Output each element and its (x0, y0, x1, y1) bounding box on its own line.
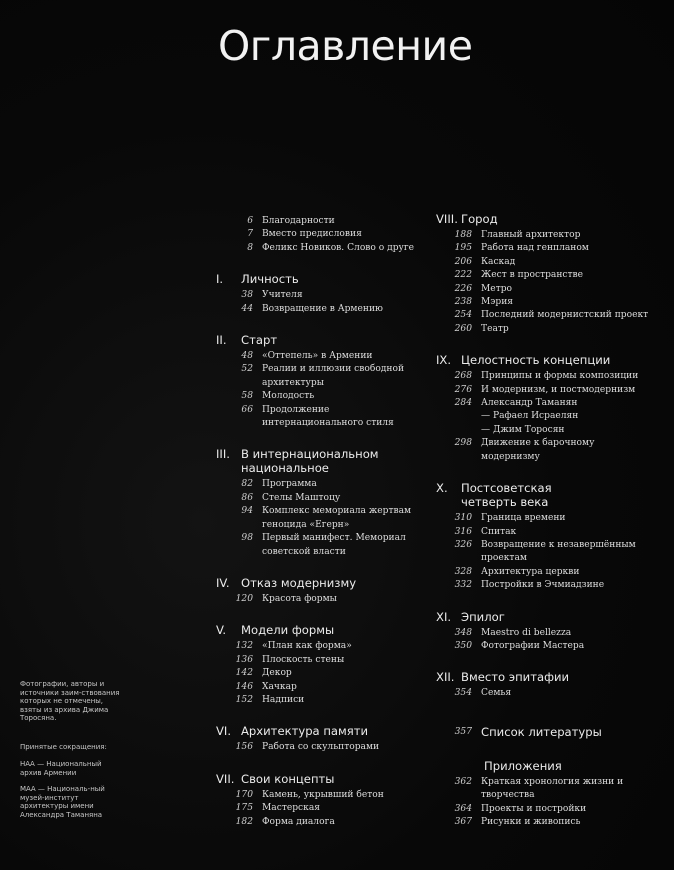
page-number: 170 (235, 789, 253, 800)
toc-entry[interactable] (216, 694, 421, 707)
page-number: 146 (235, 681, 253, 692)
toc-section-7 (216, 772, 421, 829)
page-number: 44 (241, 303, 253, 314)
section-heading[interactable] (436, 610, 671, 624)
appendix-title[interactable]: Приложения (484, 758, 562, 773)
toc-section-6 (216, 724, 421, 754)
section-heading[interactable] (216, 724, 421, 738)
page-number: 367 (454, 816, 472, 827)
section-number: XI. (436, 609, 452, 624)
section-title: Модели формы (241, 623, 335, 638)
toc-section-8 (436, 212, 671, 336)
toc-entry[interactable] (436, 229, 671, 242)
section-heading[interactable] (436, 481, 671, 509)
toc-entry[interactable] (436, 566, 671, 579)
section-title: Вместо эпитафии (461, 670, 570, 685)
toc-entry[interactable] (216, 478, 421, 491)
entry-title: Постройки в Эчмиадзине (481, 580, 605, 591)
section-heading[interactable] (216, 333, 421, 347)
entry-title: Граница времени (481, 513, 566, 524)
entry-title: Работа со скульпторами (262, 742, 380, 753)
entry-title: Движение к барочному модернизму (481, 438, 595, 462)
toc-entry[interactable] (436, 283, 671, 296)
page-number: 82 (241, 479, 253, 490)
entry-title: Проекты и постройки (481, 803, 587, 814)
toc-entry[interactable] (436, 687, 671, 700)
entry-title: Благодарности (262, 216, 335, 226)
section-title: Архитектура памяти (241, 724, 369, 739)
section-number: VIII. (436, 212, 458, 226)
entry-title: Программа (262, 479, 317, 490)
toc-entry[interactable] (216, 593, 421, 606)
toc-section-2 (216, 333, 421, 430)
page-number: 254 (454, 310, 472, 321)
toc-entry[interactable] (436, 803, 671, 816)
page-number: 328 (454, 566, 472, 577)
toc-section-11 (436, 610, 671, 654)
toc-entry[interactable] (436, 776, 671, 803)
toc-section-10 (436, 481, 671, 592)
page-number: 362 (454, 776, 472, 787)
section-heading[interactable] (216, 623, 421, 637)
page-number: 332 (454, 580, 472, 591)
page-number: 326 (454, 539, 472, 550)
page-number: 350 (454, 640, 472, 651)
toc-entry[interactable] (216, 390, 421, 403)
section-number: XII. (436, 670, 455, 685)
entry-title: Возвращение к незавершённым проектам (481, 539, 636, 564)
page-number: 86 (241, 492, 253, 503)
entry-title: Работа над генпланом (481, 243, 589, 254)
photo-credit-note: Фотографии, авторы и источники заим-ствования которых не отмечены, взяты из архива Джима Торосяна. (20, 680, 120, 723)
page-number: 66 (241, 404, 253, 415)
entry-title: Вместо предисловия (262, 229, 362, 240)
page-number: 260 (454, 323, 472, 334)
page-number: 94 (241, 506, 253, 517)
section-number: V. (216, 623, 227, 638)
toc-section-5 (216, 623, 421, 707)
section-title: Личность (241, 272, 299, 287)
entry-title: Плоскость стены (262, 654, 345, 665)
page-number: 142 (235, 668, 253, 679)
entry-title: Феликс Новиков. Слово о друге (262, 242, 415, 253)
toc-entry[interactable] (436, 397, 671, 437)
section-title: Свои концепты (241, 771, 335, 786)
page-number: 206 (454, 256, 472, 267)
toc-entry[interactable] (436, 512, 671, 525)
section-number: III. (216, 447, 230, 462)
toc-entry[interactable] (436, 370, 671, 383)
page-number: 136 (235, 654, 253, 665)
toc-appendix (436, 759, 671, 830)
toc-entry[interactable] (436, 539, 671, 566)
section-heading[interactable] (436, 353, 671, 367)
entry-title: Стелы Маштоцу (262, 492, 341, 503)
page-number: 8 (247, 242, 253, 253)
entry-title: Краткая хронология жизни и творчества (481, 776, 624, 801)
toc-entry[interactable] (216, 242, 421, 255)
entry-title: Возвращение в Армению (262, 303, 383, 314)
toc-entry[interactable] (436, 323, 671, 336)
section-title: Старт (241, 333, 278, 348)
page-number: 364 (454, 803, 472, 814)
section-title: В интернациональном национальное (241, 447, 379, 476)
section-number: II. (216, 333, 227, 348)
entry-title: Реалии и иллюзии свободной архитектуры (262, 364, 405, 388)
toc-entry[interactable] (216, 654, 421, 667)
abbreviation-maa: МАА — Националь-ный музей-институт архитектуры имени Александра Таманяна (20, 785, 105, 819)
page-number: 238 (454, 297, 472, 308)
page-number: 348 (454, 627, 472, 638)
page-number: 310 (454, 513, 472, 524)
page-number: 354 (454, 688, 472, 699)
section-heading[interactable] (216, 772, 421, 786)
entry-title: И модернизм, и постмодернизм (481, 384, 636, 395)
toc-section-9 (436, 353, 671, 464)
section-heading[interactable] (436, 670, 671, 684)
entry-title: Мэрия (481, 297, 514, 308)
page-number: 98 (241, 533, 253, 544)
toc-entry[interactable] (436, 526, 671, 539)
toc-entry[interactable] (216, 404, 421, 431)
toc-section-4 (216, 576, 421, 606)
page-number: 222 (454, 270, 472, 281)
entry-title: Архитектура церкви (481, 566, 580, 577)
page-number: 38 (241, 290, 253, 301)
toc-entry[interactable] (216, 640, 421, 653)
toc-entry[interactable] (436, 309, 671, 322)
page-number: 195 (454, 243, 472, 254)
toc-entry[interactable] (216, 802, 421, 815)
toc-entry[interactable] (436, 384, 671, 397)
toc-section-3 (216, 447, 421, 558)
page-number: 276 (454, 384, 472, 395)
entry-title: Рисунки и живопись (481, 816, 581, 827)
toc-entry[interactable] (216, 789, 421, 802)
entry-title: «Оттепель» в Армении (262, 351, 373, 362)
section-number: I. (216, 272, 224, 287)
page-number: 226 (454, 283, 472, 294)
toc-entry[interactable] (436, 242, 671, 255)
toc-entry[interactable] (216, 350, 421, 363)
section-number: IX. (436, 353, 452, 368)
entry-title: Первый манифест. Мемориал советской власти (262, 533, 406, 557)
page-title: Оглавление (218, 22, 473, 70)
page-number: 357 (454, 726, 472, 737)
section-number: X. (436, 481, 448, 496)
entry-title: Хачкар (262, 681, 297, 692)
toc-entry[interactable] (216, 681, 421, 694)
section-number: VII. (216, 771, 235, 786)
entry-title: «План как форма» (262, 641, 352, 652)
toc-entry[interactable] (216, 667, 421, 680)
page-number: 182 (235, 816, 253, 827)
entry-title: Камень, укрывший бетон (262, 789, 384, 800)
toc-entry[interactable] (216, 505, 421, 532)
section-title: Отказ модернизму (241, 575, 357, 590)
abbreviations-heading: Принятые сокращения: (20, 743, 107, 751)
toc-entry[interactable] (436, 269, 671, 282)
section-title: Эпилог (461, 609, 505, 624)
toc-entry[interactable] (216, 289, 421, 302)
toc-literature[interactable] (436, 725, 671, 739)
entry-title: Каскад (481, 256, 516, 267)
entry-title: Молодость (262, 391, 315, 402)
abbreviation-naa: НАА — Национальный архив Армении (20, 760, 102, 777)
toc-right-column (436, 212, 671, 829)
entry-title: Фотографии Мастера (481, 640, 585, 651)
toc-entry[interactable] (216, 228, 421, 241)
toc-entry[interactable] (436, 816, 671, 829)
page-number: 52 (241, 364, 253, 375)
toc-entry[interactable] (436, 296, 671, 309)
toc-entry[interactable] (216, 215, 421, 228)
section-heading[interactable] (216, 272, 421, 286)
entry-title: Главный архитектор (481, 230, 581, 240)
entry-title: Красота формы (262, 593, 337, 604)
toc-entry[interactable] (216, 741, 421, 754)
entry-title: Декор (262, 668, 292, 679)
section-heading[interactable] (216, 576, 421, 590)
toc-section-1 (216, 272, 421, 316)
toc-intro (216, 215, 421, 255)
entry-title: Жест в пространстве (481, 270, 584, 281)
entry-title: Театр (481, 323, 509, 334)
page-number: 156 (235, 742, 253, 753)
toc-entry[interactable] (216, 363, 421, 390)
section-title: Город (461, 212, 498, 226)
section-title: Постсоветская четверть века (461, 481, 552, 510)
page-number: 284 (454, 398, 472, 409)
section-number: VI. (216, 724, 232, 739)
entry-title: Метро (481, 283, 513, 294)
page-number: 7 (247, 229, 253, 240)
toc-section-12 (436, 670, 671, 700)
page-number: 175 (235, 803, 253, 814)
entry-title: Александр Таманян — Рафаел Исраелян — Джим Торосян (481, 398, 579, 435)
entry-title: Учителя (262, 290, 303, 301)
page-number: 120 (235, 593, 253, 604)
entry-title: Maestro di bellezza (481, 627, 572, 638)
toc-entry[interactable] (216, 492, 421, 505)
entry-title: Спитак (481, 526, 517, 537)
section-heading[interactable] (216, 447, 421, 475)
toc-entry[interactable] (216, 816, 421, 829)
toc-entry[interactable] (436, 627, 671, 640)
toc-entry[interactable] (216, 532, 421, 559)
toc-entry[interactable] (436, 640, 671, 653)
entry-title: Принципы и формы композиции (481, 371, 639, 382)
page-number: 188 (454, 230, 472, 240)
entry-title: Комплекс мемориала жертвам геноцида «Егерн» (262, 506, 412, 530)
page-number: 48 (241, 351, 253, 362)
entry-title: Последний модернистский проект (481, 310, 649, 321)
page-number: 132 (235, 641, 253, 652)
page-number: 268 (454, 371, 472, 382)
entry-title: Семья (481, 688, 512, 699)
page-number: 298 (454, 438, 472, 449)
entry-title: Форма диалога (262, 816, 335, 827)
toc-left-column (216, 215, 421, 829)
page-number: 152 (235, 694, 253, 705)
entry-title: Мастерская (262, 803, 320, 814)
entry-title: Продолжение интернационального стиля (262, 404, 394, 429)
toc-entry[interactable] (436, 256, 671, 269)
toc-entry[interactable] (436, 437, 671, 464)
entry-title: Надписи (262, 694, 305, 705)
page-number: 58 (241, 391, 253, 402)
page-number: 316 (454, 526, 472, 537)
section-number: IV. (216, 575, 230, 590)
page-number: 6 (247, 216, 253, 226)
toc-entry[interactable] (436, 579, 671, 592)
literature-title: Список литературы (481, 724, 602, 739)
section-heading[interactable] (436, 212, 671, 226)
toc-entry[interactable] (216, 303, 421, 316)
section-title: Целостность концепции (461, 353, 611, 368)
